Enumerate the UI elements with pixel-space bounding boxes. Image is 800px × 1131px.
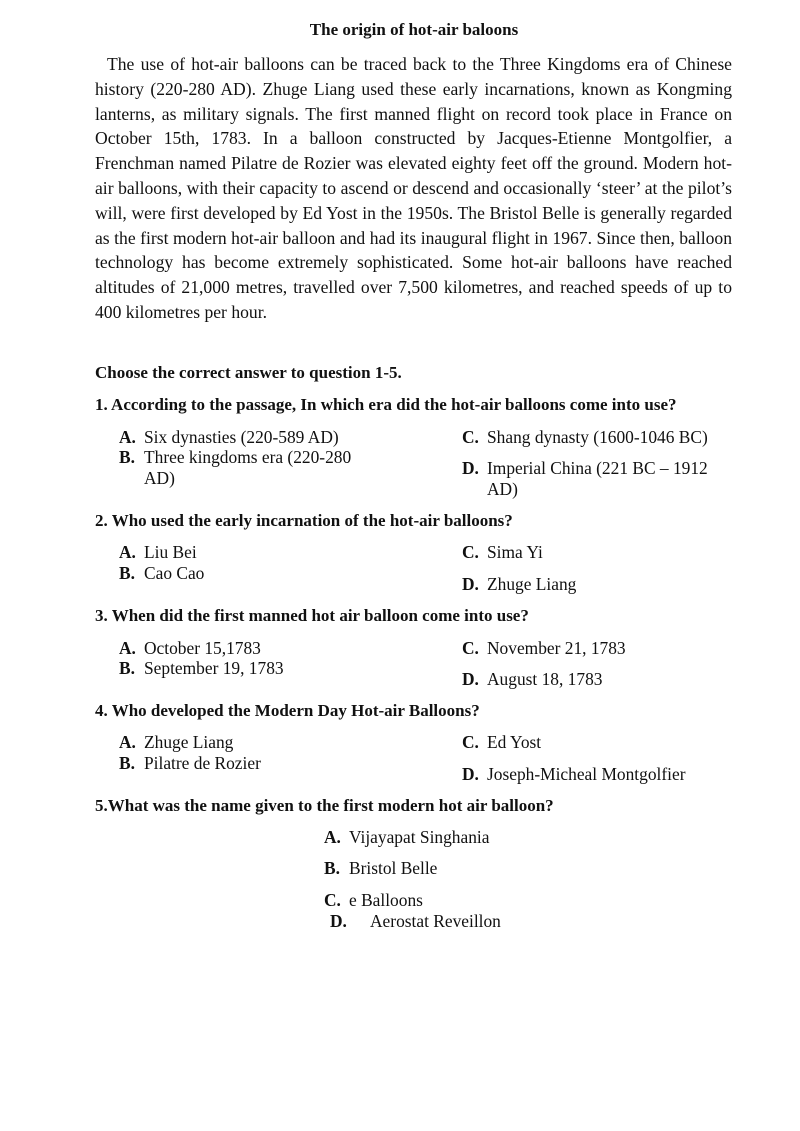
option-text: September 19, 1783 bbox=[144, 658, 284, 678]
option-text: Bristol Belle bbox=[349, 858, 438, 878]
option-letter: C. bbox=[462, 427, 479, 447]
option-letter: D. bbox=[462, 574, 479, 594]
option-letter: C. bbox=[462, 638, 479, 658]
option-text: Zhuge Liang bbox=[487, 574, 577, 594]
option-text: Three kingdoms era (220-280 AD) bbox=[144, 447, 352, 488]
option-letter: D. bbox=[462, 764, 479, 784]
option-letter: A. bbox=[119, 542, 136, 562]
option-text: Imperial China (221 BC – 1912 AD) bbox=[487, 458, 708, 499]
option-text: Pilatre de Rozier bbox=[144, 753, 261, 773]
reading-passage: The use of hot-air balloons can be traced back to the Three Kingdoms era of Chinese history (220-280 AD). Zhuge Liang used these early incarnations, known as Kongming lanterns, as military signals. The first manned flight on record took place in France on October 15th, 1783. In a balloon constructed by Jacques-Etienne Montgolfier, a Frenchman named Pilatre de Rozier was elevated eighty feet off the ground. Modern hot-air balloons, with their capacity to ascend or descend and occasionally ‘steer’ at the pilot’s will, were first developed by Ed Yost in the 1950s. The Bristol Belle is generally regarded as the first modern hot-air balloon and had its inaugural flight in 1967. Since then, balloon technology has become extremely sophisticated. Some hot-air balloons have reached altitudes of 21,000 metres, travelled over 7,500 kilometres, and reached speeds of up to 400 kilometres per hour. bbox=[95, 54, 732, 322]
question-5: 5.What was the name given to the first modern hot air balloon? bbox=[95, 796, 554, 815]
option-text: e Balloons bbox=[349, 890, 423, 910]
option-letter: B. bbox=[119, 447, 135, 467]
question-2: 2. Who used the early incarnation of the hot-air balloons? bbox=[95, 511, 513, 530]
question-4: 4. Who developed the Modern Day Hot-air Balloons? bbox=[95, 701, 480, 720]
option-letter: D. bbox=[462, 669, 479, 689]
option-letter: B. bbox=[119, 563, 135, 583]
option-letter: D. bbox=[330, 911, 347, 931]
option-letter: B. bbox=[119, 658, 135, 678]
option-letter: A. bbox=[119, 427, 136, 447]
option-text: Six dynasties (220-589 AD) bbox=[144, 427, 339, 447]
option-text: Aerostat Reveillon bbox=[370, 911, 501, 931]
page-title: The origin of hot-air baloons bbox=[309, 20, 519, 39]
option-letter: A. bbox=[119, 638, 136, 658]
option-text: Joseph-Micheal Montgolfier bbox=[487, 764, 686, 784]
instruction: Choose the correct answer to question 1-5. bbox=[95, 363, 402, 382]
option-text: November 21, 1783 bbox=[487, 638, 626, 658]
option-letter: C. bbox=[462, 542, 479, 562]
option-text: Sima Yi bbox=[487, 542, 543, 562]
option-text: October 15,1783 bbox=[144, 638, 261, 658]
option-letter: C. bbox=[324, 890, 341, 910]
option-text: Liu Bei bbox=[144, 542, 197, 562]
option-text: Ed Yost bbox=[487, 732, 542, 752]
option-letter: B. bbox=[119, 753, 135, 773]
option-text: August 18, 1783 bbox=[487, 669, 603, 689]
option-text: Zhuge Liang bbox=[144, 732, 234, 752]
option-letter: B. bbox=[324, 858, 340, 878]
option-letter: A. bbox=[324, 827, 341, 847]
option-text: Vijayapat Singhania bbox=[349, 827, 490, 847]
question-1: 1. According to the passage, In which era did the hot-air balloons come into use? bbox=[95, 395, 677, 414]
question-3: 3. When did the first manned hot air balloon come into use? bbox=[95, 606, 529, 625]
option-letter: D. bbox=[462, 458, 479, 478]
option-text: Shang dynasty (1600-1046 BC) bbox=[487, 427, 708, 447]
option-text: Cao Cao bbox=[144, 563, 205, 583]
option-letter: A. bbox=[119, 732, 136, 752]
option-letter: C. bbox=[462, 732, 479, 752]
